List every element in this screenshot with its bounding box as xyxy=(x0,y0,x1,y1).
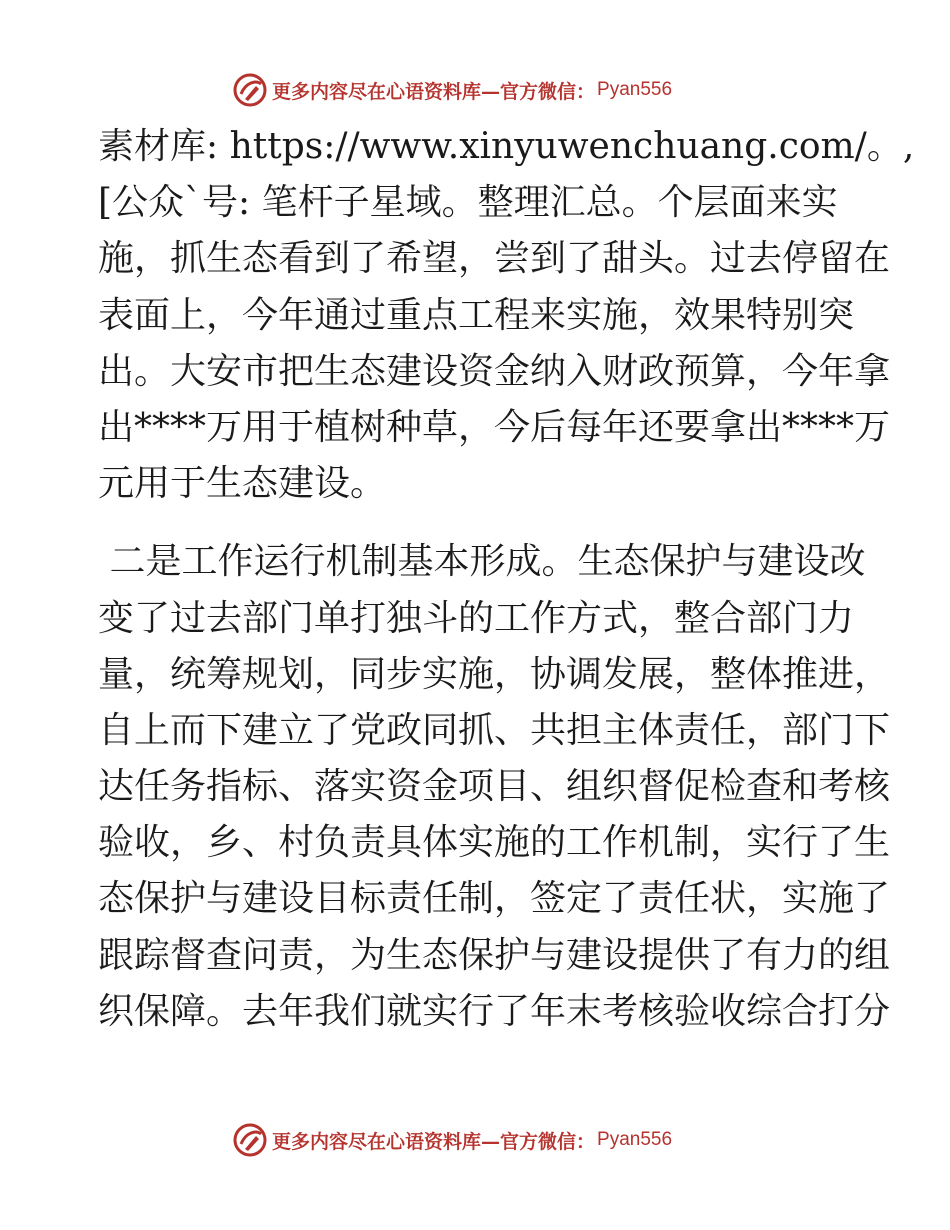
text-line: 验收，乡、村负责具体实施的工作机制，实行了生 xyxy=(98,822,891,864)
text-line: 跟踪督查问责，为生态保护与建设提供了有力的组 xyxy=(98,934,891,976)
text-line: 态保护与建设目标责任制，签定了责任状，实施了 xyxy=(98,878,891,920)
banner-handle: Pyan556 xyxy=(597,79,673,100)
text-line: 变了过去部门单打独斗的工作方式，整合部门力 xyxy=(98,597,855,639)
paragraph-1 xyxy=(98,122,915,509)
text-line: 元用于生态建设。 xyxy=(98,463,387,505)
text-line: 施，抓生态看到了希望，尝到了甜头。过去停留在 xyxy=(98,238,891,280)
banner-handle: Pyan556 xyxy=(597,1129,673,1150)
text-line: 素材库: https://www.xinyuwenchuang.com/。, xyxy=(98,126,915,167)
text-line: [公众`号: 笔杆子星域。整理汇总。个层面来实 xyxy=(98,182,838,224)
text-line: 达任务指标、落实资金项目、组织督促检查和考核 xyxy=(98,766,891,808)
text-line: 二是工作运行机制基本形成。生态保护与建设改 xyxy=(98,541,866,583)
text-line: 出****万用于植树种草，今后每年还要拿出****万 xyxy=(98,406,891,448)
text-line: 表面上，今年通过重点工程来实施，效果特别突 xyxy=(98,294,855,336)
text-line: 出。大安市把生态建设资金纳入财政预算，今年拿 xyxy=(98,350,891,392)
text-line: 织保障。去年我们就实行了年末考核验收综合打分 xyxy=(98,990,891,1032)
banner-text: 更多内容尽在心语资料库—官方微信： xyxy=(272,1130,596,1153)
footer-banner xyxy=(232,1120,672,1160)
paragraph-gap xyxy=(98,515,858,537)
brand-logo-icon xyxy=(232,1122,268,1158)
banner-text: 更多内容尽在心语资料库—官方微信： xyxy=(272,80,596,103)
brand-logo-icon xyxy=(232,72,268,108)
document-body xyxy=(98,122,915,1043)
text-line: 自上而下建立了党政同抓、共担主体责任，部门下 xyxy=(98,709,891,751)
text-line: 量，统筹规划，同步实施，协调发展，整体推进， xyxy=(98,653,891,695)
header-banner xyxy=(232,70,672,110)
paragraph-2 xyxy=(98,537,891,1037)
